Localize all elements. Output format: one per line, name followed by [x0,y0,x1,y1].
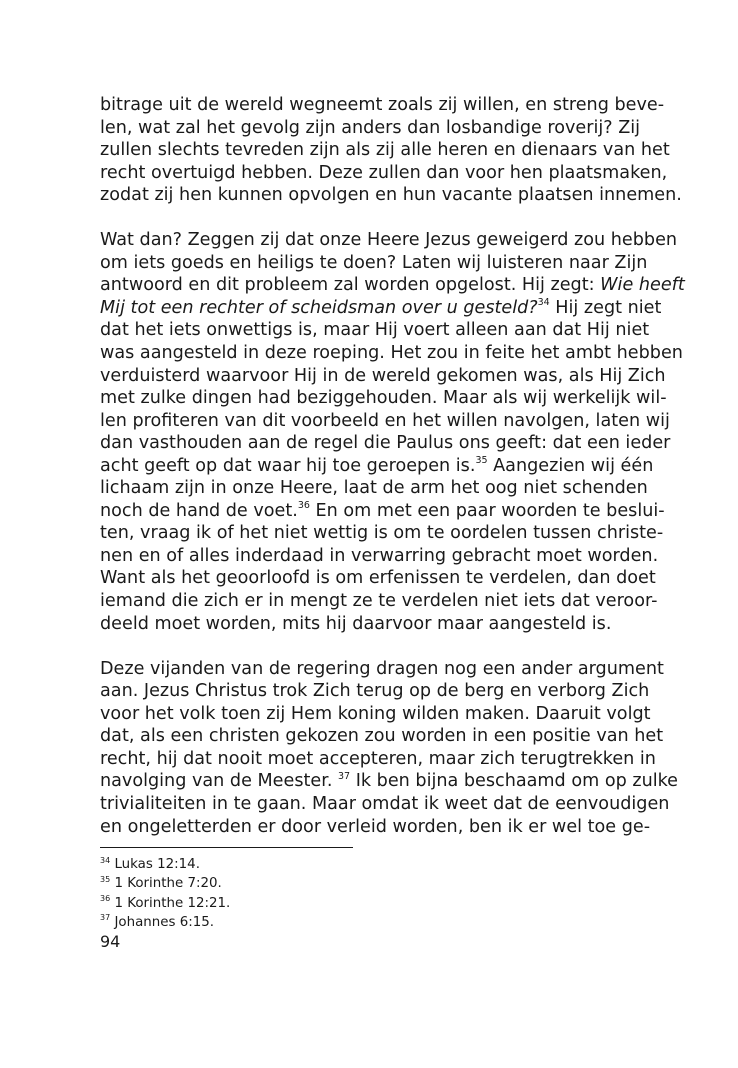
text-line: dat, als een christen gekozen zou worden in een positie van het [100,726,664,747]
text-line: dat het iets onwettigs is, maar Hij voert alleen aan dat Hij niet [100,320,650,341]
footnote-text: 1 Korinthe 7:20. [110,876,222,892]
text-line: iemand die zich er in mengt ze te verdelen niet iets dat veroor- [100,591,658,612]
footnote-ref-37[interactable]: 37 [338,770,351,782]
text-span: noch de hand de voet. [100,500,298,521]
text-span: Hij zegt niet [549,297,662,318]
text-line: voor het volk toen zij Hem koning wilden maken. Daaruit volgt [100,703,651,724]
text-line: lichaam zijn in onze Heere, laat de arm het oog niet schenden [100,478,648,499]
footnote-text: Lukas 12:14. [110,857,200,873]
paragraph-gap [100,635,640,658]
text-line: recht, hij dat nooit moet accepteren, maar zich terugtrekken in [100,748,656,769]
text-line: len, wat zal het gevolg zijn anders dan losbandige roverij? Zij [100,117,641,138]
footnote [100,874,640,893]
text-span: En om met een paar woorden te beslui- [309,500,665,521]
text-line: met zulke dingen had beziggehouden. Maar als wij werkelijk wil- [100,388,667,409]
text-line: en ongeletterden er door verleid worden, ben ik er wel toe ge- [100,816,651,837]
footnote [100,894,640,913]
text-span: Ik ben bijna beschaamd om op zulke [350,771,678,792]
text-line: Want als het geoorloofd is om erfenissen te verdelen, dan doet [100,568,656,589]
footnote [100,913,640,932]
text-line: was aangesteld in deze roeping. Het zou in feite het ambt hebben [100,343,683,364]
text-line [100,454,654,478]
text-line: ten, vraag ik of het niet wettig is om te oordelen tussen christe- [100,523,664,544]
footnote-text: Johannes 6:15. [110,914,215,930]
text-line [100,770,678,793]
text-line [100,499,665,523]
text-span: navolging van de Meester. [100,771,339,792]
quotation-italic: Wie heeft [600,275,685,296]
text-line: dan vasthouden aan de regel die Paulus ons geeft: dat een ieder [100,433,671,454]
footnotes [100,855,640,932]
text-line: deeld moet worden, mits hij daarvoor maar aangesteld is. [100,613,612,634]
footnote-text: 1 Korinthe 12:21. [110,895,231,911]
text-line: zodat zij hen kunnen opvolgen en hun vacante plaatsen innemen. [100,185,682,206]
footnote-ref-35[interactable]: 35 [475,454,488,466]
footnote-number: 37 [100,913,111,923]
quotation-italic: Mij tot een rechter of scheidsman over u gesteld? [100,297,538,318]
text-line: trivialiteiten in te gaan. Maar omdat ik weet dat de eenvoudigen [100,793,670,814]
footnote-ref-34[interactable]: 34 [537,297,550,309]
footnote [100,855,640,874]
text-line [100,297,662,320]
text-line: nen en of alles inderdaad in verwarring gebracht moet worden. [100,545,659,566]
page-number: 94 [100,932,121,952]
paragraph-3 [100,658,678,838]
paragraph-2 [100,229,685,635]
footnote-number: 36 [100,894,111,904]
text-line: aan. Jezus Christus trok Zich terug op de berg en verborg Zich [100,681,650,702]
text-line: recht overtuigd hebben. Deze zullen dan voor hen plaatsmaken, [100,162,668,183]
footnote-number: 34 [100,855,111,865]
text-line: bitrage uit de wereld wegneemt zoals zij willen, en streng beve- [100,95,665,115]
text-line: zullen slechts tevreden zijn als zij alle heren en dienaars van het [100,140,670,161]
footnote-ref-36[interactable]: 36 [297,499,310,511]
text-line: Deze vijanden van de regering dragen nog een ander argument [100,658,664,679]
footnote-divider [100,847,353,848]
text-span: antwoord en dit probleem zal worden opgelost. Hij zegt: [100,275,601,296]
text-line [100,274,685,297]
text-line: verduisterd waarvoor Hij in de wereld gekomen was, als Hij Zich [100,365,666,386]
paragraph-1 [100,94,682,207]
footnote-number: 35 [100,874,111,884]
paragraph-gap [100,207,640,230]
text-line: len profiteren van dit voorbeeld en het willen navolgen, laten wij [100,410,670,431]
text-line: om iets goeds en heiligs te doen? Laten wij luisteren naar Zijn [100,252,648,273]
text-span: acht geeft op dat waar hij toe geroepen is. [100,455,476,476]
text-span: Aangezien wij één [487,455,654,476]
page-content [100,94,685,953]
text-line: Wat dan? Zeggen zij dat onze Heere Jezus geweigerd zou hebben [100,230,678,251]
